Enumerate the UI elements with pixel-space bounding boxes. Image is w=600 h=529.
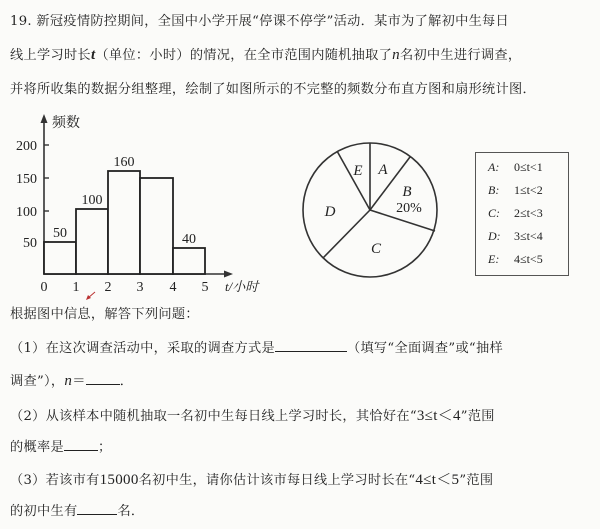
legend-row-a [488,160,543,175]
q1-text-b: （填写“全面调查”或“抽样 [346,341,503,356]
q3-text-d: 的初中生有 [10,504,78,519]
y-axis-label: 频数 [52,116,80,131]
q1-equals: ＝ [72,374,86,389]
intro-text-2a: 线上学习时长 [10,48,91,63]
problem-intro-line3 [10,78,536,97]
legend-key: E: [488,252,500,266]
pie-label-b: B [402,184,412,200]
problem-number: 19. [10,14,32,29]
pie-label-c: C [370,241,382,257]
legend-range: 0≤t<1 [514,160,543,174]
problem-intro-line2 [10,44,521,64]
question-3-line1 [10,468,493,489]
pie-chart [290,130,450,290]
x-tick-0: 0 [40,280,48,295]
question-2-line2 [10,436,111,455]
bar-label-0-1: 50 [53,226,67,241]
q2-text-c: 的概率是 [10,440,64,455]
question-1-line1 [10,337,503,356]
legend-key: B: [488,183,500,197]
y-tick-100: 100 [16,205,37,220]
q2-end: ； [97,440,112,455]
legend-row-e [488,252,543,267]
question-3-line2 [10,500,144,519]
pie-label-e: E [353,163,363,179]
pie-label-d: D [324,204,336,220]
problem-intro-line1 [10,10,509,29]
legend-range: 4≤t<5 [514,252,543,266]
legend-key: D: [488,229,501,243]
q1-answer-blank-n[interactable] [86,372,120,385]
y-tick-150: 150 [16,172,37,187]
var-n: n [64,373,73,389]
q3-text-a: （3）若该市有 [10,473,100,488]
x-tick-2: 2 [104,280,112,295]
prompt-line [10,303,199,322]
q1-end: ． [119,374,134,389]
q1-text-a: （1）在这次调查活动中，采取的调查方式是 [10,341,275,356]
frequency-histogram [0,110,270,300]
legend-key: C: [488,206,500,220]
legend-range: 2≤t<3 [514,206,543,220]
x-tick-5: 5 [201,280,209,295]
bar-label-1-2: 100 [81,193,103,208]
q2-range: 3≤t＜4 [416,408,461,424]
var-n: n [392,47,400,63]
bar-3-4 [140,178,173,274]
prompt-text: 根据图中信息，解答下列问题： [10,307,199,322]
intro-text-3: 并将所收集的数据分组整理，绘制了如图所示的不完整的频数分布直方图和扇形统计图． [10,82,537,97]
x-tick-4: 4 [169,280,177,295]
pie-legend [475,152,569,276]
q3-answer-blank[interactable] [77,502,117,515]
x-tick-1: 1 [72,280,80,295]
legend-range: 3≤t<4 [514,229,543,243]
y-axis-arrow-icon [41,114,48,123]
q1-text-c: 调查”）， [10,374,65,389]
q3-end: 名． [117,504,145,519]
q2-answer-blank[interactable] [64,438,98,451]
var-t: t [90,47,96,63]
q3-text-c: ”范围 [459,473,494,488]
x-axis-label: t/小时 [225,279,259,294]
bar-0-1 [44,242,76,274]
question-2-line1 [10,404,495,425]
y-tick-200: 200 [16,139,37,154]
bar-label-4-5: 40 [182,232,196,247]
pie-percent-b: 20% [396,201,422,216]
question-1-line2 [10,370,133,390]
q2-text-a: （2）从该样本中随机抽取一名初中生每日线上学习时长，其恰好在“ [10,409,417,424]
q1-answer-blank-method[interactable] [275,339,347,352]
q3-range: 4≤t＜5 [415,472,460,488]
intro-text-1: 新冠疫情防控期间，全国中小学开展“停课不停学”活动．某市为了解初中生每日 [36,14,510,29]
q3-number: 15000 [99,472,139,488]
pie-label-a: A [378,162,388,178]
x-tick-3: 3 [136,280,144,295]
legend-range: 1≤t<2 [514,183,543,197]
bar-2-3 [108,171,140,274]
bar-1-2 [76,209,108,274]
bar-label-2-3: 160 [113,155,135,170]
legend-row-d [488,229,543,244]
intro-text-2b: （单位：小时）的情况，在全市范围内随机抽取了 [95,48,393,63]
y-tick-50: 50 [23,236,37,251]
legend-key: A: [488,160,500,174]
q3-text-b: 名初中生，请你估计该市每日线上学习时长在“ [138,473,416,488]
q2-text-b: ”范围 [460,409,495,424]
x-axis-arrow-icon [224,271,233,278]
pen-cursor-icon [86,292,95,300]
bar-4-5 [173,248,205,274]
legend-row-b [488,183,543,198]
intro-text-2c: 名初中生进行调查， [399,48,522,63]
legend-row-c [488,206,543,221]
